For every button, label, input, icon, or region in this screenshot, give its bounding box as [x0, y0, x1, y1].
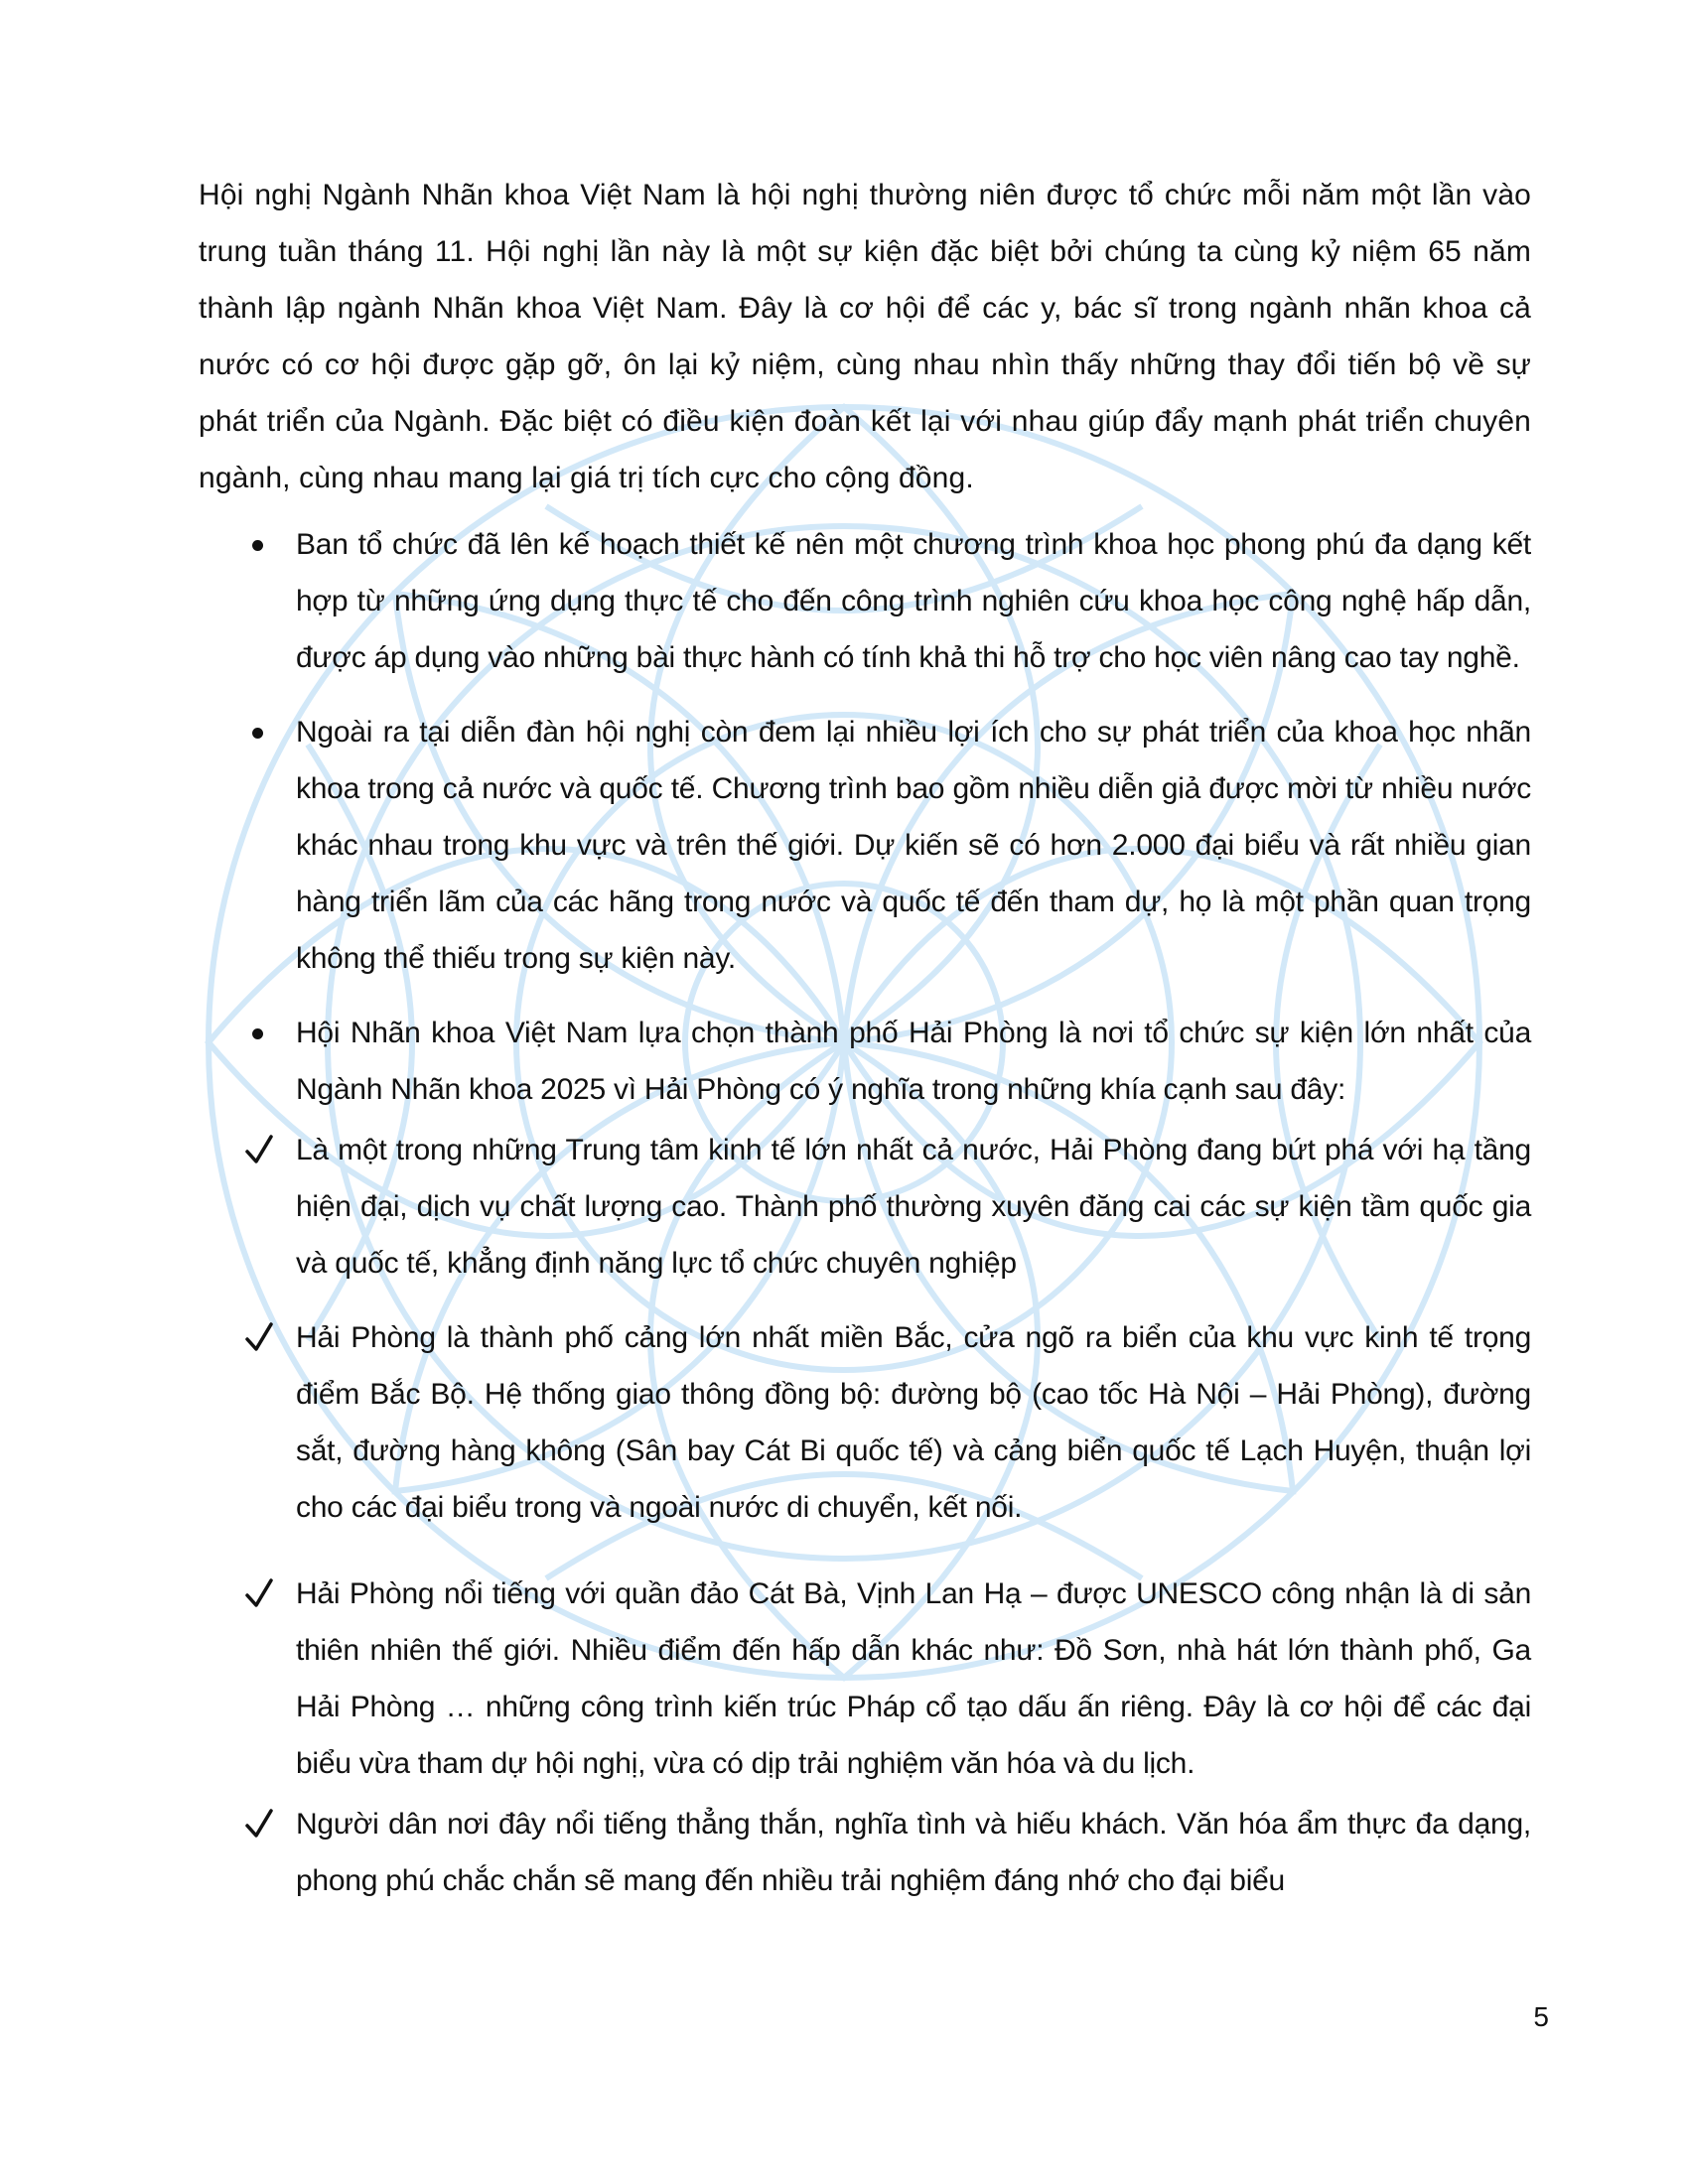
checkmark-icon [199, 1309, 258, 1366]
bullet-icon [199, 516, 258, 573]
list-item-text: Ban tổ chức đã lên kế hoạch thiết kế nên một chương trình khoa học phong phú đa dạng kết hợp từ những ứng dụng thực tế cho đến công trình nghiên cứu khoa học công nghệ hấp dẫn, được áp dụng vào những bài thực hành có tính khả thi hỗ trợ cho học viên nâng cao tay nghề. [296, 528, 1531, 674]
list-item-check-4 [199, 1796, 1531, 1909]
list-item-text: Ngoài ra tại diễn đàn hội nghị còn đem lại nhiều lợi ích cho sự phát triển của khoa học nhãn khoa trong cả nước và quốc tế. Chương trình bao gồm nhiều diễn giả được mời từ nhiều nước khác nhau trong khu vực và trên thế giới. Dự kiến sẽ có hơn 2.000 đại biểu và rất nhiều gian hàng triển lãm của các hãng trong nước và quốc tế đến tham dự, họ là một phần quan trọng không thể thiếu trong sự kiện này. [296, 716, 1531, 975]
document-body [199, 167, 1531, 1927]
checkmark-icon [199, 1796, 258, 1852]
list-item-text: Người dân nơi đây nổi tiếng thẳng thắn, nghĩa tình và hiếu khách. Văn hóa ẩm thực đa dạng, phong phú chắc chắn sẽ mang đến nhiều trải nghiệm đáng nhớ cho đại biểu [296, 1808, 1531, 1897]
page-number: 5 [1533, 2001, 1549, 2032]
checkmark-icon [199, 1122, 258, 1178]
checkmark-icon [199, 1566, 258, 1622]
list-item-check-3 [199, 1566, 1531, 1792]
list-item-text: Hội Nhãn khoa Việt Nam lựa chọn thành phố Hải Phòng là nơi tổ chức sự kiện lớn nhất của Ngành Nhãn khoa 2025 vì Hải Phòng có ý nghĩa trong những khía cạnh sau đây: [296, 1017, 1531, 1106]
bullet-icon [199, 704, 258, 760]
list-item-check-1 [199, 1122, 1531, 1292]
feature-list [199, 516, 1531, 1909]
list-item-check-2 [199, 1309, 1531, 1536]
list-item-text: Hải Phòng là thành phố cảng lớn nhất miền Bắc, cửa ngõ ra biển của khu vực kinh tế trọng điểm Bắc Bộ. Hệ thống giao thông đồng bộ: đường bộ (cao tốc Hà Nội – Hải Phòng), đường sắt, đường hàng không (Sân bay Cát Bi quốc tế) và cảng biển quốc tế Lạch Huyện, thuận lợi cho các đại biểu trong và ngoài nước di chuyển, kết nối. [296, 1321, 1531, 1524]
list-item-text: Hải Phòng nổi tiếng với quần đảo Cát Bà, Vịnh Lan Hạ – được UNESCO công nhận là di sản thiên nhiên thế giới. Nhiều điểm đến hấp dẫn khác như: Đồ Sơn, nhà hát lớn thành phố, Ga Hải Phòng … những công trình kiến trúc Pháp cổ tạo dấu ấn riêng. Đây là cơ hội để các đại biểu vừa tham dự hội nghị, vừa có dịp trải nghiệm văn hóa và du lịch. [296, 1577, 1531, 1780]
list-item-bullet-2 [199, 704, 1531, 987]
intro-paragraph: Hội nghị Ngành Nhãn khoa Việt Nam là hội nghị thường niên được tổ chức mỗi năm một lần vào trung tuần tháng 11. Hội nghị lần này là một sự kiện đặc biệt bởi chúng ta cùng kỷ niệm 65 năm thành lập ngành Nhãn khoa Việt Nam. Đây là cơ hội để các y, bác sĩ trong ngành nhãn khoa cả nước có cơ hội được gặp gỡ, ôn lại kỷ niệm, cùng nhau nhìn thấy những thay đổi tiến bộ về sự phát triển của Ngành. Đặc biệt có điều kiện đoàn kết lại với nhau giúp đẩy mạnh phát triển chuyên ngành, cùng nhau mang lại giá trị tích cực cho cộng đồng. [199, 179, 1531, 494]
list-item-text: Là một trong những Trung tâm kinh tế lớn nhất cả nước, Hải Phòng đang bứt phá với hạ tầng hiện đại, dịch vụ chất lượng cao. Thành phố thường xuyên đăng cai các sự kiện tầm quốc gia và quốc tế, khẳng định năng lực tổ chức chuyên nghiệp [296, 1134, 1531, 1280]
bullet-icon [199, 1005, 258, 1061]
list-item-bullet-3 [199, 1005, 1531, 1118]
list-item-bullet-1 [199, 516, 1531, 686]
